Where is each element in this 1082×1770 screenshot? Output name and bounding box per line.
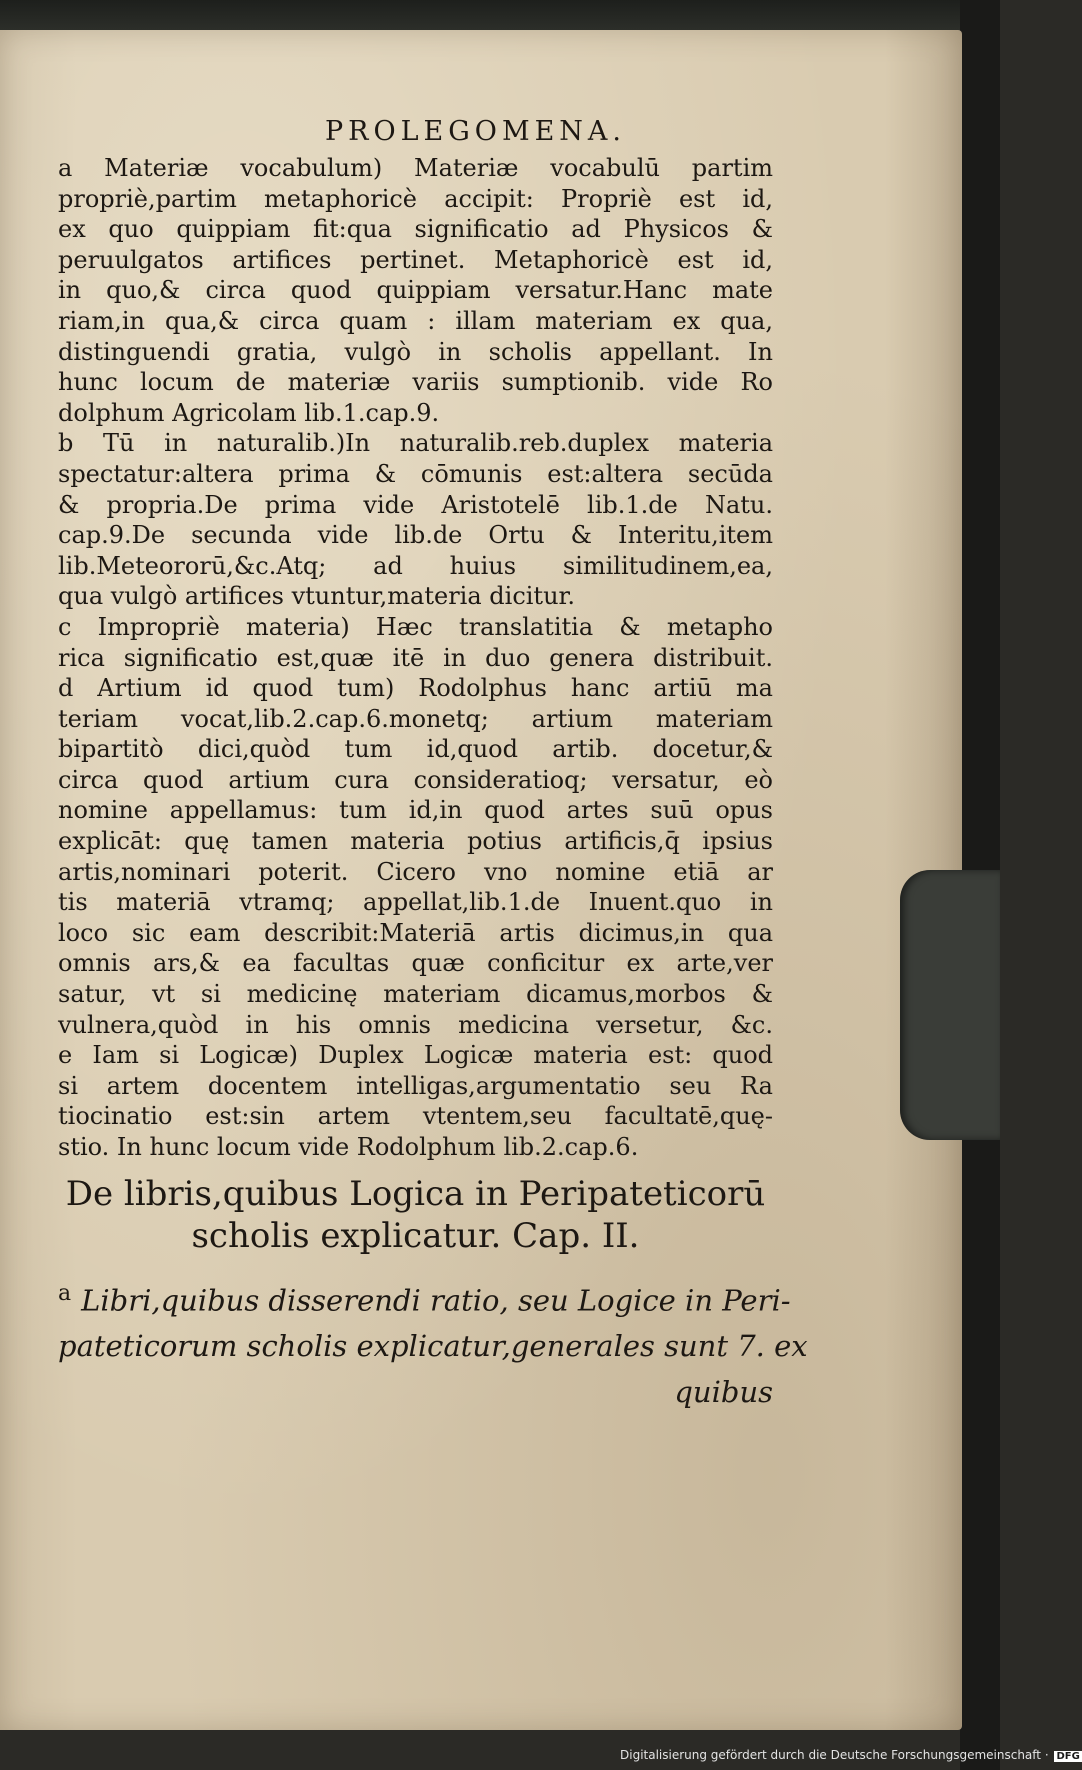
note-line: a Materiæ vocabulum) Materiæ vocabulū partim [58, 154, 773, 182]
note-line: stio. In hunc locum vide Rodolphum lib.2.cap.6. [58, 1133, 639, 1161]
note-line: qua vulgò artifices vtuntur,materia dicitur. [58, 582, 575, 611]
note-line: peruulgatos artifices pertinet. Metaphoricè est id, [58, 245, 773, 274]
body-line [58, 1271, 791, 1324]
chapter-heading [58, 1173, 773, 1257]
chapter-heading-line1: De libris,quibus Logica in Peripateticorū [65, 1173, 766, 1214]
note-line: circa quod artium cura consideratioq; versatur, eò [58, 765, 773, 794]
note-line: lib.Meteororū,&c.Atq; ad huius similitudinem,ea, [58, 551, 773, 580]
note-line: tis materiā vtramq; appellat,lib.1.de Inuent.quo in [58, 888, 773, 917]
body-line: pateticorum scholis explicatur,generales sunt 7. ex [58, 1329, 808, 1364]
note-line: nomine appellamus: tum id,in quod artes suū opus [58, 796, 773, 825]
note-line: cap.9.De secunda vide lib.de Ortu & Interitu,item [58, 521, 773, 550]
chapter-body [58, 1271, 808, 1416]
dfg-logo: DFG [1056, 1751, 1080, 1762]
body-line-text: Libri,quibus disserendi ratio, seu Logice in Peri- [81, 1283, 791, 1318]
note-line: riam,in qua,& circa quam : illam materiam ex qua, [58, 306, 773, 335]
note-line: bipartitò dici,quòd tum id,quod artib. docetur,& [58, 735, 773, 764]
note-line: in quo,& circa quod quippiam versatur.Hanc mate [58, 276, 773, 305]
footer-text: Digitalisierung gefördert durch die Deutsche Forschungsgemeinschaft [620, 1748, 1042, 1762]
note-line: & propria.De prima vide Aristotelē lib.1.de Natu. [58, 490, 773, 519]
note-line: artis,nominari poterit. Cicero vno nomine etiā ar [58, 857, 773, 886]
note-line: satur, vt si medicinę materiam dicamus,morbos & [58, 980, 773, 1009]
note-line: teriam vocat,lib.2.cap.6.monetq; artium materiam [58, 704, 773, 733]
note-line: distinguendi gratia, vulgò in scholis appellant. In [58, 337, 773, 366]
note-line: dolphum Agricolam lib.1.cap.9. [58, 398, 440, 427]
note-line: e Iam si Logicæ) Duplex Logicæ materia est: quod [58, 1041, 773, 1070]
note-line: tiocinatio est:sin artem vtentem,seu facultatē,quę- [58, 1102, 773, 1131]
chapter-heading-line2: scholis explicatur. Cap. II. [191, 1215, 640, 1256]
note-line: omnis ars,& ea facultas quæ conficitur ex arte,ver [58, 949, 773, 978]
note-line: ex quo quippiam fit:qua significatio ad Physicos & [58, 215, 773, 244]
note-line: spectatur:altera prima & cōmunis est:altera secūda [58, 459, 773, 488]
note-line: loco sic eam describit:Materiā artis dicimus,in qua [58, 918, 773, 947]
note-line: vulnera,quòd in his omnis medicina versetur, &c. [58, 1010, 773, 1039]
note-line: hunc locum de materiæ variis sumptionib. vide Ro [58, 368, 773, 397]
catchword: quibus [674, 1375, 773, 1410]
note-marker: a [58, 1280, 72, 1306]
note-line: c Impropriè materia) Hæc translatitia & metapho [58, 612, 773, 641]
note-line: si artem docentem intelligas,argumentatio seu Ra [58, 1071, 773, 1100]
scanner-top-strip [0, 0, 1000, 34]
running-head: PROLEGOMENA. [324, 116, 627, 147]
page-text [58, 115, 808, 1415]
note-line: b Tū in naturalib.)In naturalib.reb.duplex materia [58, 429, 773, 458]
page-holder-clip [900, 870, 1000, 1140]
annotation-notes [58, 153, 773, 1163]
digitization-footer: Digitalisierung gefördert durch die Deutsche Forschungsgemeinschaft · DFG [620, 1748, 1080, 1762]
note-line: rica significatio est,quæ itē in duo genera distribuit. [58, 643, 773, 672]
note-line: propriè,partim metaphoricè accipit: Propriè est id, [58, 184, 773, 213]
note-line: d Artium id quod tum) Rodolphus hanc artiū ma [58, 674, 773, 703]
note-line: explicāt: quę tamen materia potius artificis,q̄ ipsius [58, 827, 773, 856]
